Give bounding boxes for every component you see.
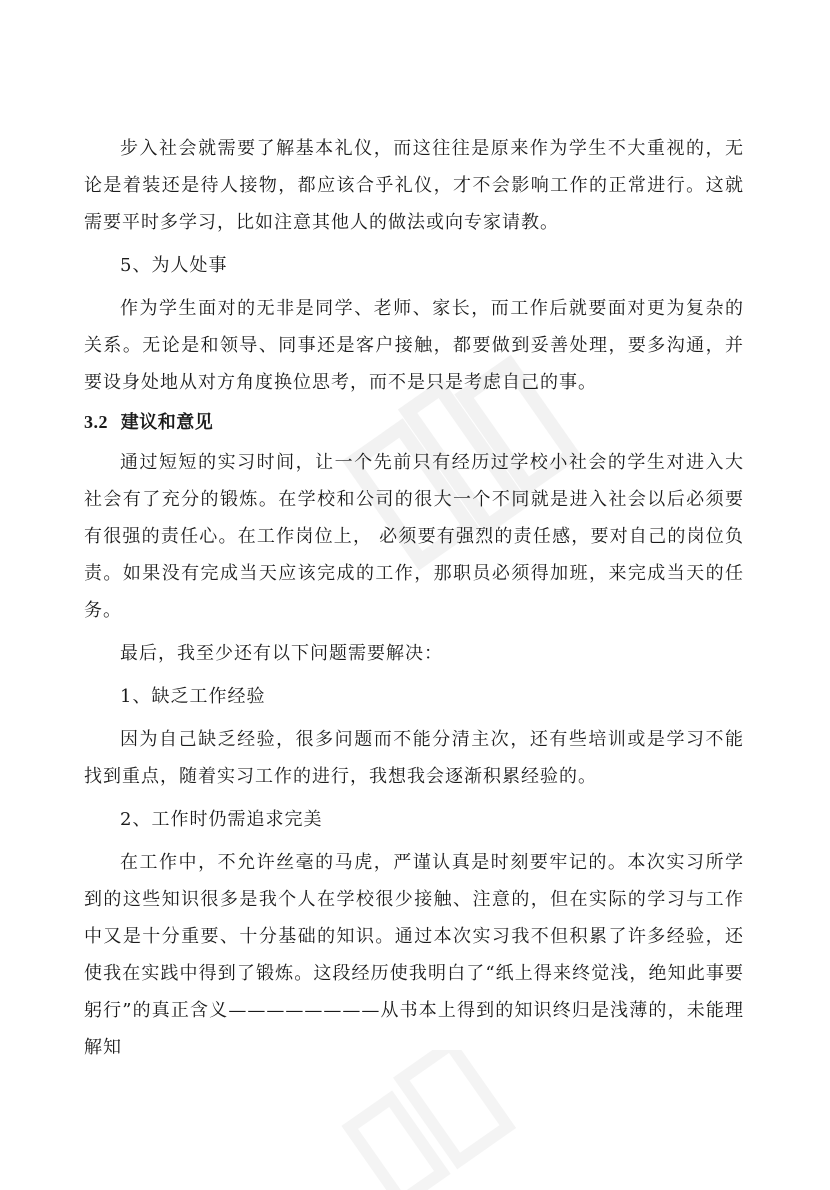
item-5-heading: 5、为人处事	[120, 255, 228, 276]
document-body	[84, 130, 744, 1072]
section-number: 3.2	[84, 412, 108, 432]
section-title: 建议和意见	[120, 412, 214, 433]
paragraph-interpersonal: 作为学生面对的无非是同学、老师、家长，而工作后就要面对更为复杂的关系。无论是和领导、同事还是客户接触，都要做到妥善处理，要多沟通，并要设身处地从对方角度换位思考，而不是只是考虑自己的事。	[84, 298, 744, 393]
paragraph-responsibility: 通过短短的实习时间，让一个先前只有经历过学校小社会的学生对进入大社会有了充分的锻炼。在学校和公司的很大一个不同就是进入社会以后必须要有很强的责任心。在工作岗位上， 必须要有强烈的责任感，要对自己的岗位负责。如果没有完成当天应该完成的工作，那职员必须得加班，来完成当天的任务。	[84, 452, 744, 621]
paragraph-problem-1: 因为自己缺乏经验，很多问题而不能分清主次，还有些培训或是学习不能找到重点，随着实习工作的进行，我想我会逐渐积累经验的。	[84, 729, 744, 787]
paragraph-etiquette: 步入社会就需要了解基本礼仪，而这往往是原来作为学生不大重视的，无论是着装还是待人接物，都应该合乎礼仪，才不会影响工作的正常进行。这就需要平时多学习，比如注意其他人的做法或向专家请教。	[84, 138, 744, 233]
problem-1-heading: 1、缺乏工作经验	[120, 686, 266, 707]
paragraph-problem-2: 在工作中，不允许丝毫的马虎，严谨认真是时刻要牢记的。本次实习所学到的这些知识很多是我个人在学校很少接触、注意的，但在实际的学习与工作中又是十分重要、十分基础的知识。通过本次实习我不但积累了许多经验，还使我在实践中得到了锻炼。这段经历使我明白了“纸上得来终觉浅，绝知此事要躬行”的真正含义————————从书本上得到的知识终归是浅薄的，未能理解知	[84, 852, 744, 1058]
section-heading-3-2	[84, 407, 744, 438]
problem-2-heading: 2、工作时仍需追求完美	[120, 809, 323, 830]
paragraph-problems-intro: 最后，我至少还有以下问题需要解决：	[120, 643, 443, 664]
